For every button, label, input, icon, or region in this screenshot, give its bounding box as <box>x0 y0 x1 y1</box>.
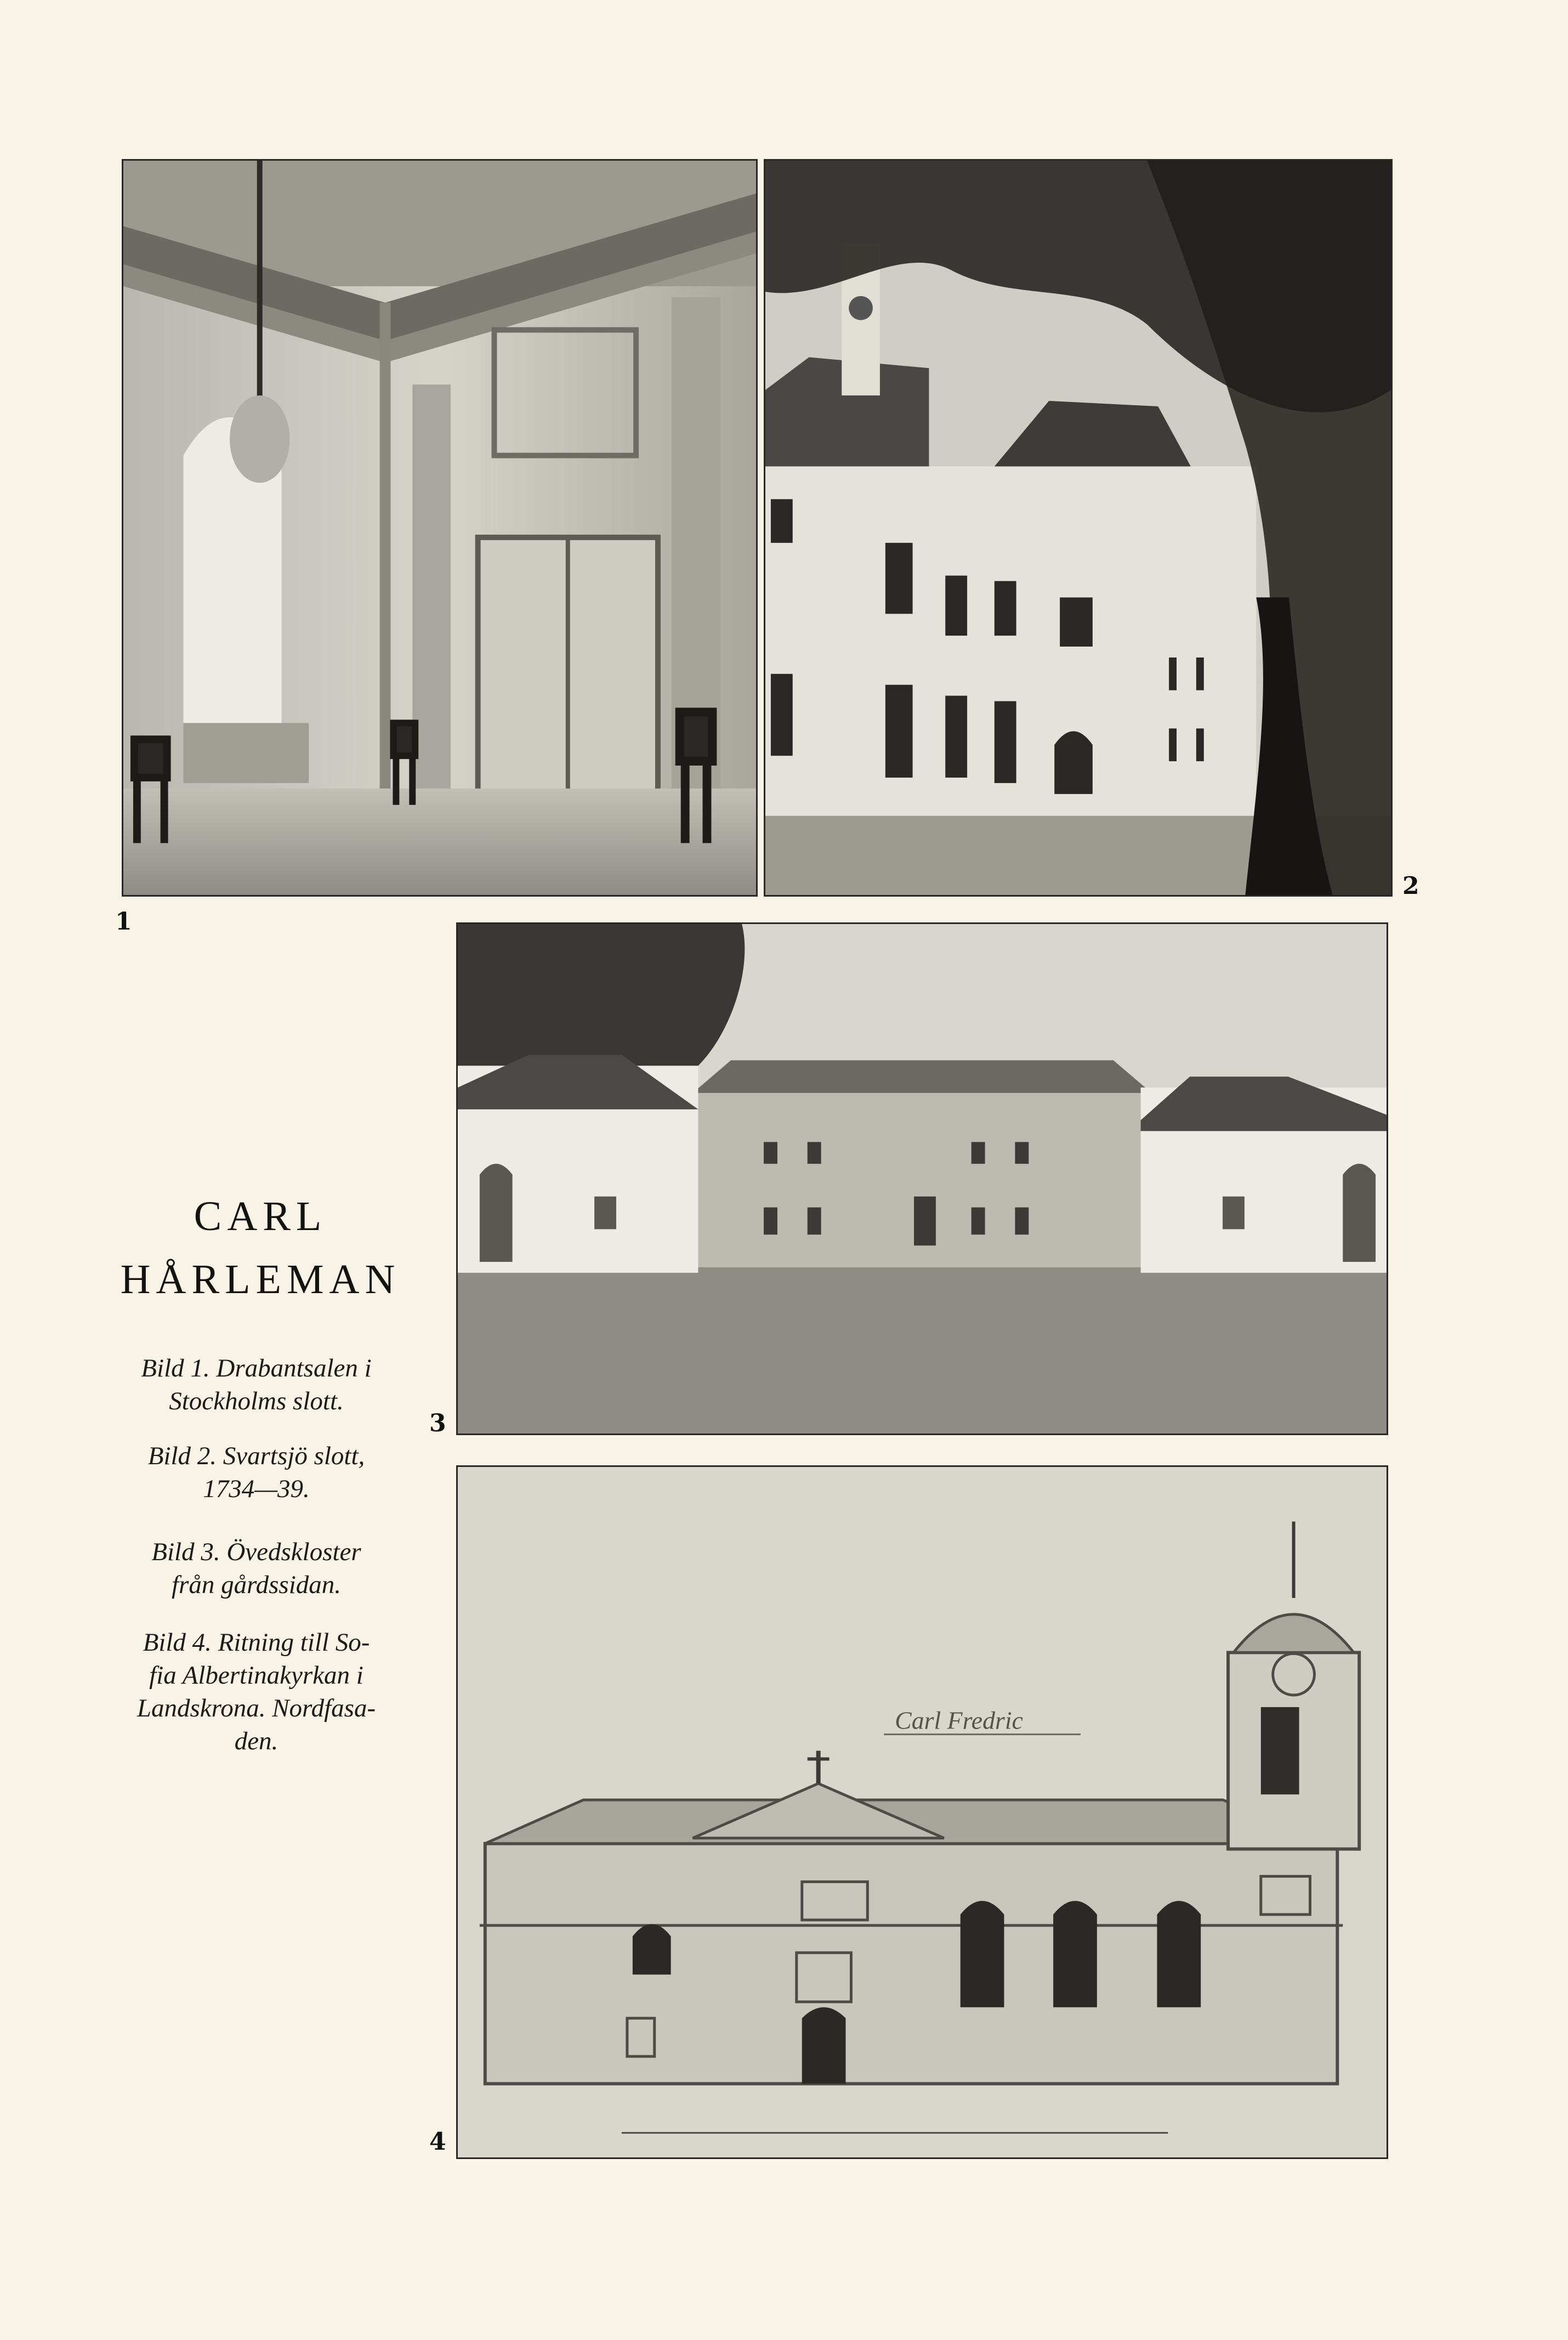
photo-ovedskloster <box>456 922 1388 1435</box>
caption-bild-4-line-2: fia Albertinakyrkan i <box>149 1661 363 1690</box>
svartsjo-image <box>765 161 1391 895</box>
caption-bild-3 <box>118 1536 395 1601</box>
photo-sofia-albertinakyrkan-drawing <box>456 1465 1388 2159</box>
photo-drabantsalen <box>122 159 758 897</box>
title-line-2: HÅRLEMAN <box>120 1256 401 1302</box>
plate-number-1: 1 <box>115 908 132 936</box>
church-drawing-image <box>458 1467 1387 2157</box>
plate-number-3: 3 <box>429 1409 446 1437</box>
caption-bild-3-line-2: från gårdssidan. <box>171 1571 342 1599</box>
caption-bild-2-line-2: 1734—39. <box>203 1475 310 1503</box>
caption-bild-4 <box>118 1626 395 1758</box>
caption-bild-4-line-4: den. <box>234 1727 279 1755</box>
caption-bild-4-line-1: Bild 4. Ritning till So- <box>143 1628 370 1657</box>
ovedskloster-image <box>458 924 1387 1434</box>
drabantsalen-image <box>123 161 756 895</box>
caption-bild-2-line-1: Bild 2. Svartsjö slott, <box>147 1442 365 1470</box>
caption-bild-1-line-1: Bild 1. Drabantsalen i <box>141 1354 372 1383</box>
caption-bild-3-line-1: Bild 3. Övedskloster <box>151 1538 361 1566</box>
caption-bild-1 <box>118 1352 395 1418</box>
photo-svartsjo <box>764 159 1393 897</box>
caption-bild-1-line-2: Stockholms slott. <box>169 1387 344 1415</box>
title-line-1: CARL <box>194 1193 327 1239</box>
drawing-signature: Carl Fredric <box>895 1706 1023 1735</box>
plate-number-2: 2 <box>1402 872 1419 900</box>
plate-number-4: 4 <box>429 2128 446 2156</box>
caption-bild-2 <box>118 1440 395 1505</box>
caption-bild-4-line-3: Landskrona. Nordfasa- <box>137 1694 376 1723</box>
